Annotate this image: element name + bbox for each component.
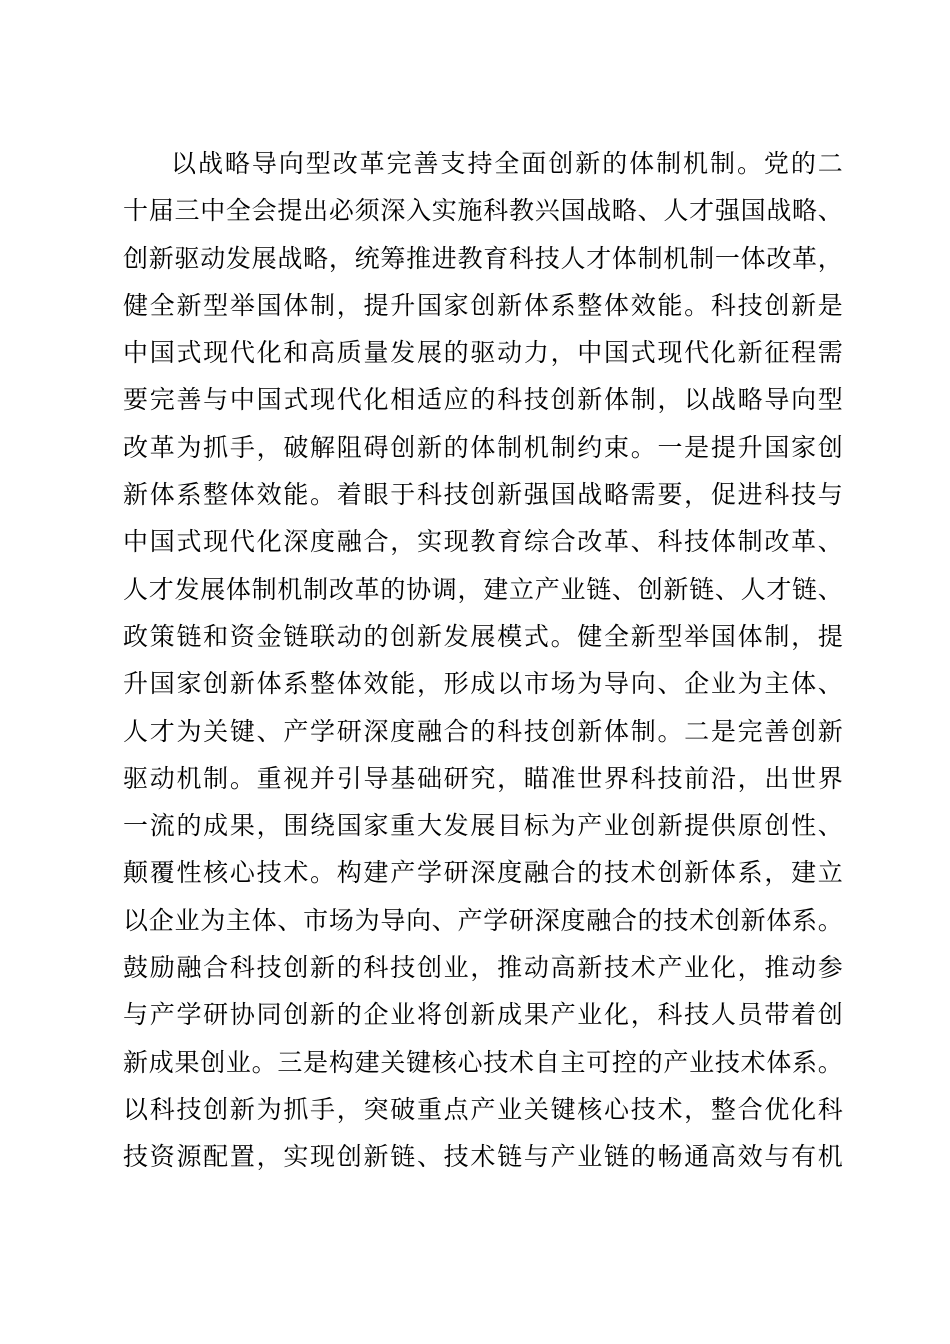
- paragraph-line: 以战略导向型改革完善支持全面创新的体制机制。党的二: [171, 149, 843, 178]
- paragraph-line: 人才发展体制机制改革的协调，建立产业链、创新链、人才链、: [123, 574, 843, 604]
- paragraph-line: 要完善与中国式现代化相适应的科技创新体制，以战略导向型: [123, 385, 843, 415]
- paragraph-line: 驱动机制。重视并引导基础研究，瞄准世界科技前沿，出世界: [123, 763, 843, 793]
- paragraph-line: 新成果创业。三是构建关键核心技术自主可控的产业技术体系。: [123, 1047, 843, 1077]
- paragraph-line: 新体系整体效能。着眼于科技创新强国战略需要，促进科技与: [123, 480, 843, 510]
- paragraph-line: 技资源配置，实现创新链、技术链与产业链的畅通高效与有机: [123, 1142, 843, 1172]
- paragraph-line: 人才为关键、产学研深度融合的科技创新体制。二是完善创新: [123, 716, 843, 746]
- paragraph-line: 一流的成果，围绕国家重大发展目标为产业创新提供原创性、: [123, 811, 843, 841]
- paragraph-line: 健全新型举国体制，提升国家创新体系整体效能。科技创新是: [123, 290, 843, 320]
- paragraph-line: 以企业为主体、市场为导向、产学研深度融合的技术创新体系。: [123, 905, 843, 935]
- paragraph-line: 改革为抓手，破解阻碍创新的体制机制约束。一是提升国家创: [123, 432, 843, 462]
- paragraph-line: 中国式现代化和高质量发展的驱动力，中国式现代化新征程需: [123, 338, 843, 368]
- paragraph-line: 与产学研协同创新的企业将创新成果产业化，科技人员带着创: [123, 1000, 843, 1030]
- paragraph-line: 以科技创新为抓手，突破重点产业关键核心技术，整合优化科: [123, 1094, 843, 1124]
- paragraph-line: 政策链和资金链联动的创新发展模式。健全新型举国体制，提: [123, 621, 843, 651]
- paragraph-line: 颠覆性核心技术。构建产学研深度融合的技术创新体系，建立: [123, 858, 843, 888]
- body-paragraph: [123, 140, 843, 1181]
- paragraph-line: 升国家创新体系整体效能，形成以市场为导向、企业为主体、: [123, 669, 843, 699]
- paragraph-line: 中国式现代化深度融合，实现教育综合改革、科技体制改革、: [123, 527, 843, 557]
- paragraph-line: 鼓励融合科技创新的科技创业，推动高新技术产业化，推动参: [123, 953, 843, 983]
- paragraph-line: 创新驱动发展战略，统筹推进教育科技人才体制机制一体改革，: [123, 243, 843, 273]
- paragraph-line: 十届三中全会提出必须深入实施科教兴国战略、人才强国战略、: [123, 196, 843, 226]
